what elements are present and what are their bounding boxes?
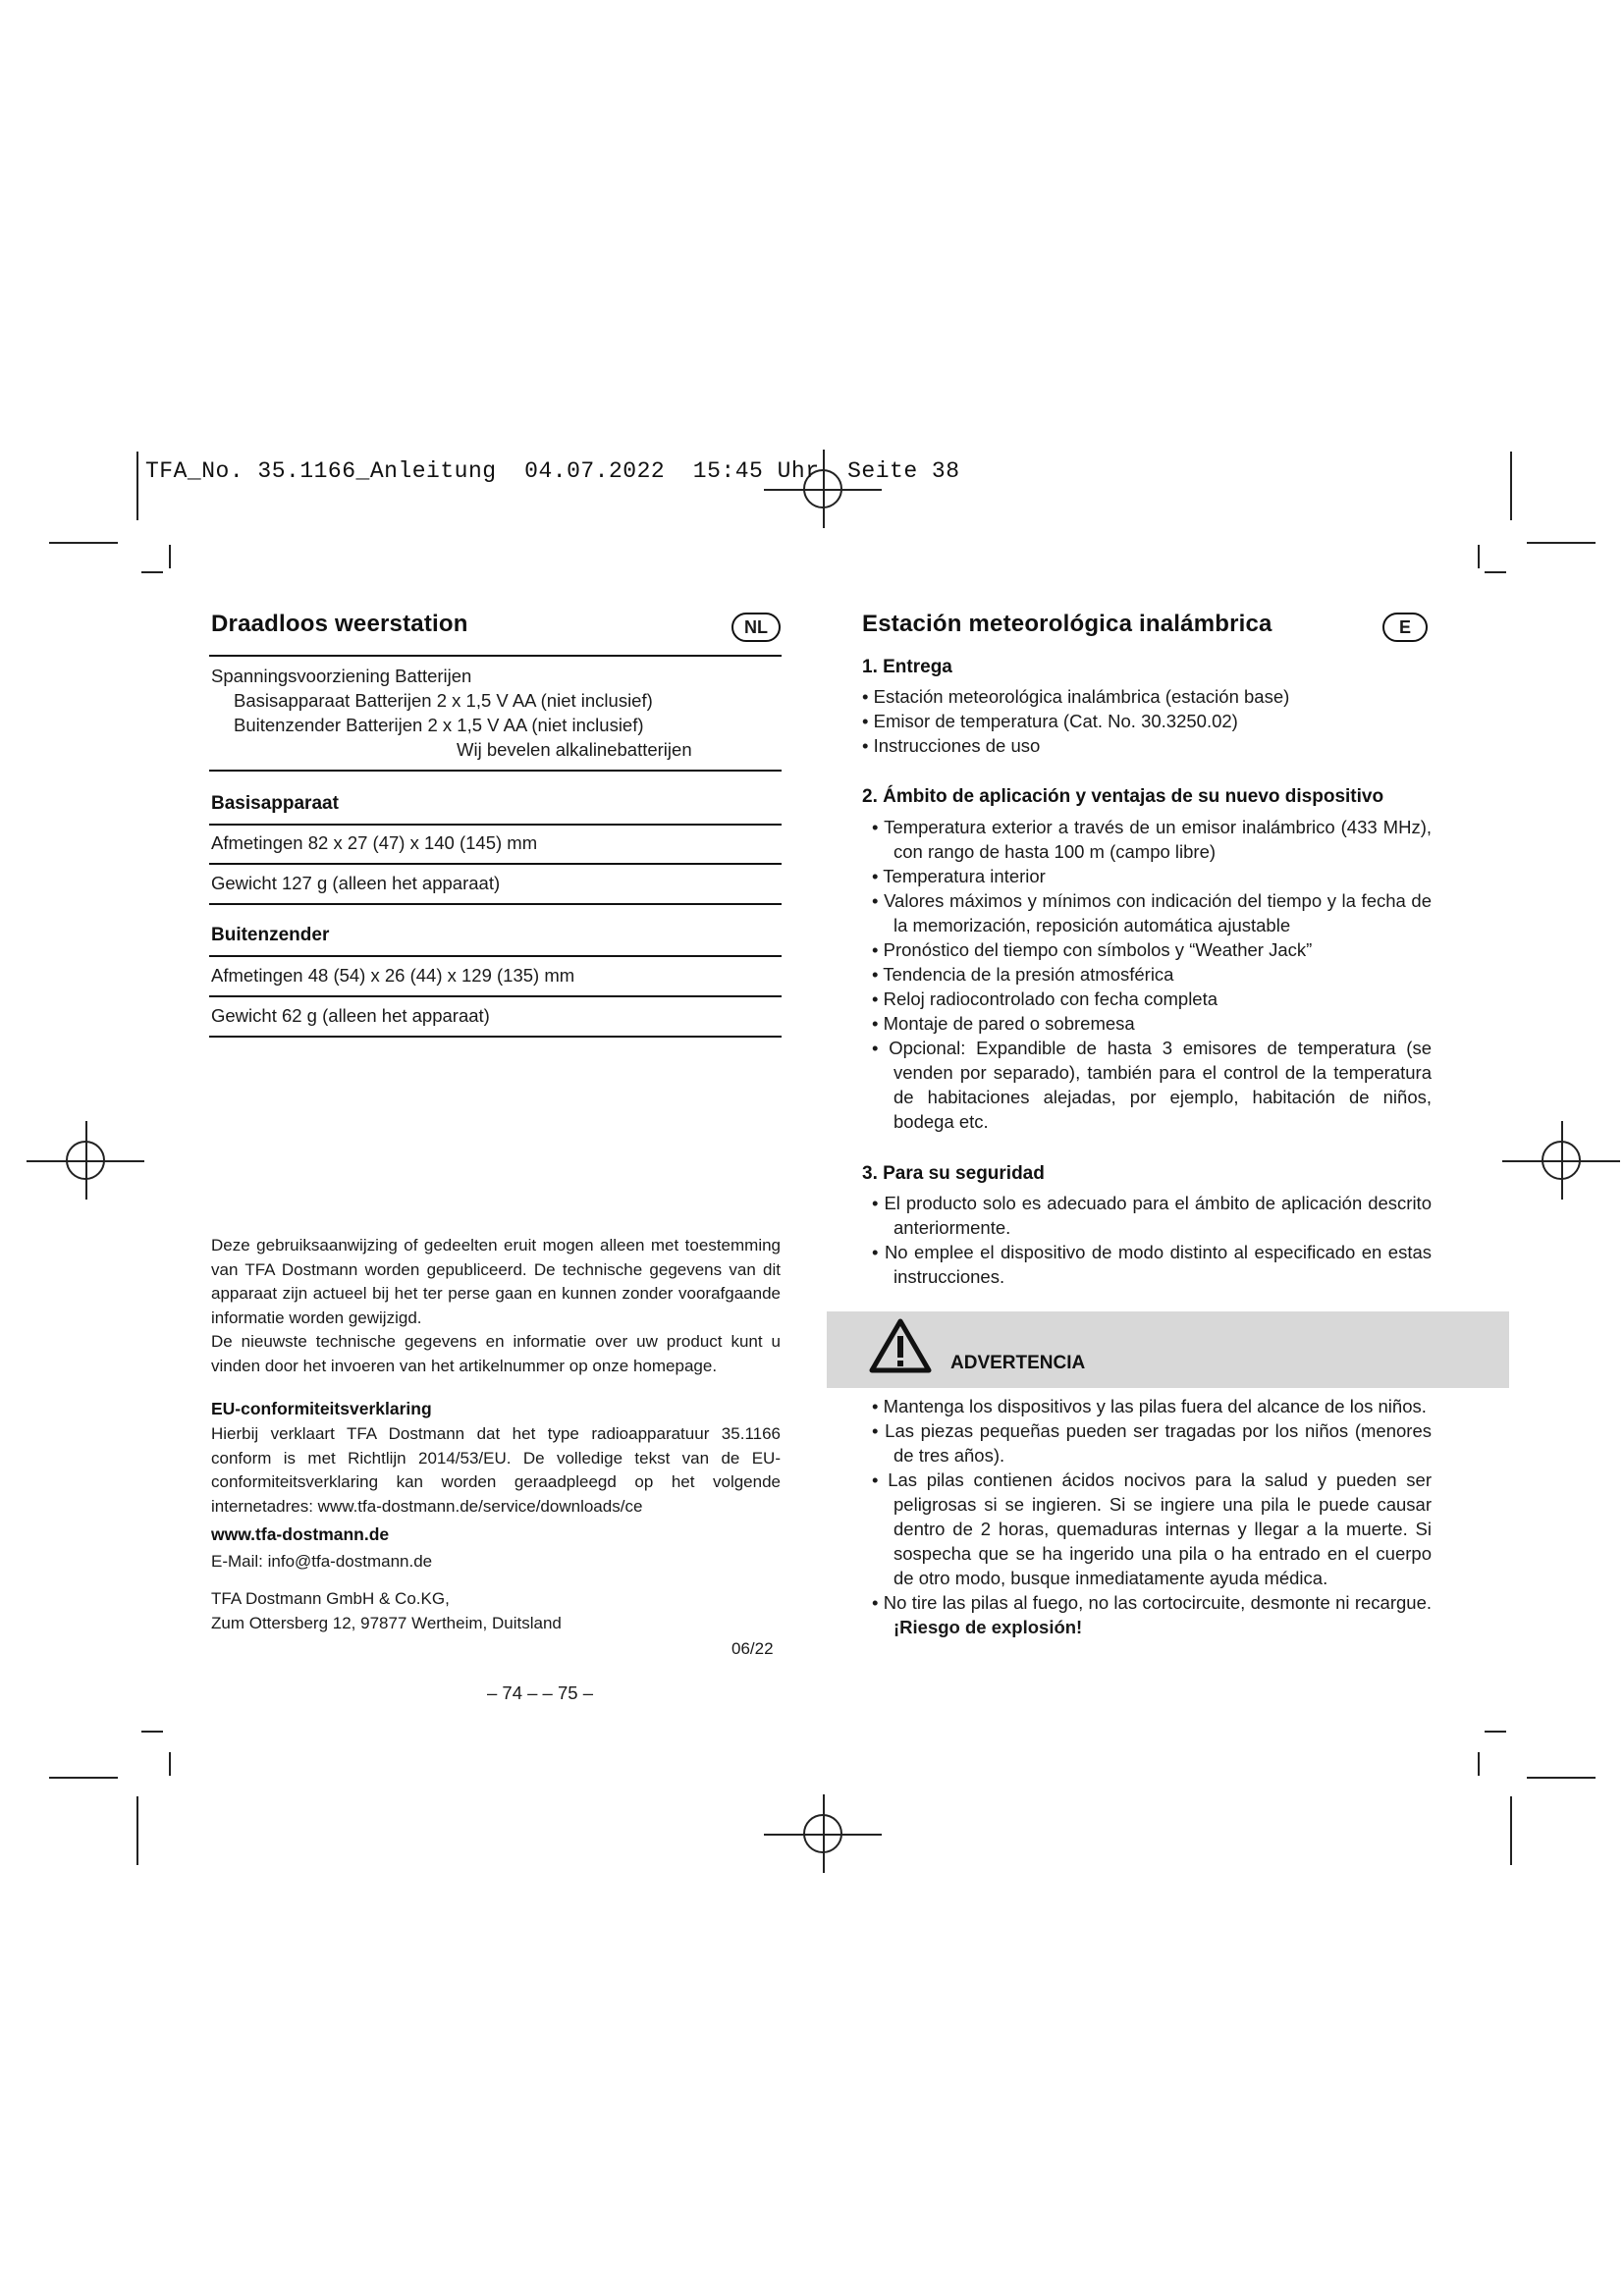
section-1-heading: 1. Entrega [862,657,952,677]
list-item: • Las pilas contienen ácidos nocivos para la salud y pueden ser peligrosas si se ingieren. Si se ingiere una pila le puede causar dentro de 2 horas, quemaduras internas y llegar a la muerte. Si sospecha que se ha ingerido una pila o ha entrado en el cuerpo de otro modo, busque inmediatamente ayuda médica. [862,1468,1432,1590]
list-item: • Emisor de temperatura (Cat. No. 30.3250.02) [862,709,1432,733]
email-address: E-Mail: info@tfa-dostmann.de [211,1552,433,1571]
warning-list [862,1394,1432,1639]
list-item: • Mantenga los dispositivos y las pilas fuera del alcance de los niños. [862,1394,1432,1418]
divider [209,824,782,826]
section-2-heading: 2. Ámbito de aplicación y ventajas de su nuevo dispositivo [862,786,1384,807]
divider [209,1036,782,1038]
print-slug: TFA_No. 35.1166_Anleitung 04.07.2022 15:45 Uhr Seite 38 [145,458,960,484]
sender-dimensions: Afmetingen 48 (54) x 26 (44) x 129 (135) mm [211,965,575,986]
warning-triangle-icon [868,1317,933,1374]
company-address: Zum Ottersberg 12, 97877 Wertheim, Duitsland [211,1614,562,1632]
power-recommendation: Wij bevelen alkalinebatterijen [457,739,692,760]
list-item: • El producto solo es adecuado para el ámbito de aplicación descrito anteriormente. [862,1191,1432,1240]
eu-heading: EU-conformiteitsverklaring [211,1399,432,1418]
power-sender-line: Buitenzender Batterijen 2 x 1,5 V AA (niet inclusief) [234,715,644,735]
list-item: • Pronóstico del tiempo con símbolos y “Weather Jack” [862,937,1432,962]
delivery-list [862,684,1432,758]
power-base-line: Basisapparaat Batterijen 2 x 1,5 V AA (niet inclusief) [234,690,653,711]
sender-weight: Gewicht 62 g (alleen het apparaat) [211,1005,490,1026]
section-3-heading: 3. Para su seguridad [862,1163,1045,1184]
list-item: • Las piezas pequeñas pueden ser tragadas por los niños (menores de tres años). [862,1418,1432,1468]
base-weight: Gewicht 127 g (alleen het apparaat) [211,873,501,893]
list-item: • Estación meteorológica inalámbrica (estación base) [862,684,1432,709]
list-item [862,1590,1432,1639]
list-item: • Valores máximos y mínimos con indicación del tiempo y la fecha de la memorización, reposición automática ajustable [862,888,1432,937]
eu-text: Hierbij verklaart TFA Dostmann dat het type radioapparatuur 35.1166 conform is met Richtlijn 2014/53/EU. De volledige tekst van de EU-conformiteitsverklaring kan worden geraadpleegd op het volgende internetadres: www.tfa-dostmann.de/service/downloads/ce [211,1424,781,1516]
divider [209,655,782,657]
language-badge-nl: NL [731,613,781,642]
power-supply-line: Spanningsvoorziening Batterijen [211,666,472,686]
legal-text-2: De nieuwste technische gegevens en informatie over uw product kunt u vinden door het invoeren van het artikelnummer op onze homepage. [211,1332,781,1375]
features-list [862,815,1432,1134]
company-name: TFA Dostmann GmbH & Co.KG, [211,1589,450,1608]
list-item: • Instrucciones de uso [862,733,1432,758]
divider [209,955,782,957]
warning-banner [827,1311,1509,1388]
sender-heading: Buitenzender [211,925,330,945]
language-badge-e: E [1382,613,1428,642]
registration-mark-bottom [803,1814,842,1853]
document-version: 06/22 [731,1639,774,1658]
legal-paragraph [211,1234,781,1378]
divider [209,995,782,997]
safety-list [862,1191,1432,1289]
divider [209,770,782,772]
divider [209,903,782,905]
list-item-text: No tire las pilas al fuego, no las cortocircuite, desmonte ni recargue. [883,1592,1432,1613]
left-page-title: Draadloos weerstation [211,611,468,637]
list-item: • Tendencia de la presión atmosférica [862,962,1432,987]
divider [209,863,782,865]
legal-text-1: Deze gebruiksaanwijzing of gedeelten eruit mogen alleen met toestemming van TFA Dostmann worden gepubliceerd. De technische gegevens van dit apparaat zijn actueel bij het ter perse gaan en kunnen zonder voorafgaande informatie worden gewijzigd. [211,1236,781,1327]
list-item: • Temperatura exterior a través de un emisor inalámbrico (433 MHz), con rango de hasta 100 m (campo libre) [862,815,1432,864]
registration-mark-left [66,1141,105,1180]
page-numbers: – 74 – – 75 – [486,1682,593,1703]
registration-mark-right [1542,1141,1581,1180]
warning-label: ADVERTENCIA [950,1353,1086,1373]
list-item: • Montaje de pared o sobremesa [862,1011,1432,1036]
right-page-title: Estación meteorológica inalámbrica [862,611,1272,637]
base-heading: Basisapparaat [211,793,339,814]
list-item: • Reloj radiocontrolado con fecha completa [862,987,1432,1011]
list-item: • No emplee el dispositivo de modo distinto al especificado en estas instrucciones. [862,1240,1432,1289]
list-item: • Opcional: Expandible de hasta 3 emisores de temperatura (se venden por separado), también para el control de la temperatura de habitaciones alejadas, por ejemplo, habitación de niños, bodega etc. [862,1036,1432,1134]
base-dimensions: Afmetingen 82 x 27 (47) x 140 (145) mm [211,832,538,853]
explosion-risk-emphasis: ¡Riesgo de explosión! [893,1617,1083,1637]
list-item: • Temperatura interior [862,864,1432,888]
website-link[interactable]: www.tfa-dostmann.de [211,1524,390,1544]
